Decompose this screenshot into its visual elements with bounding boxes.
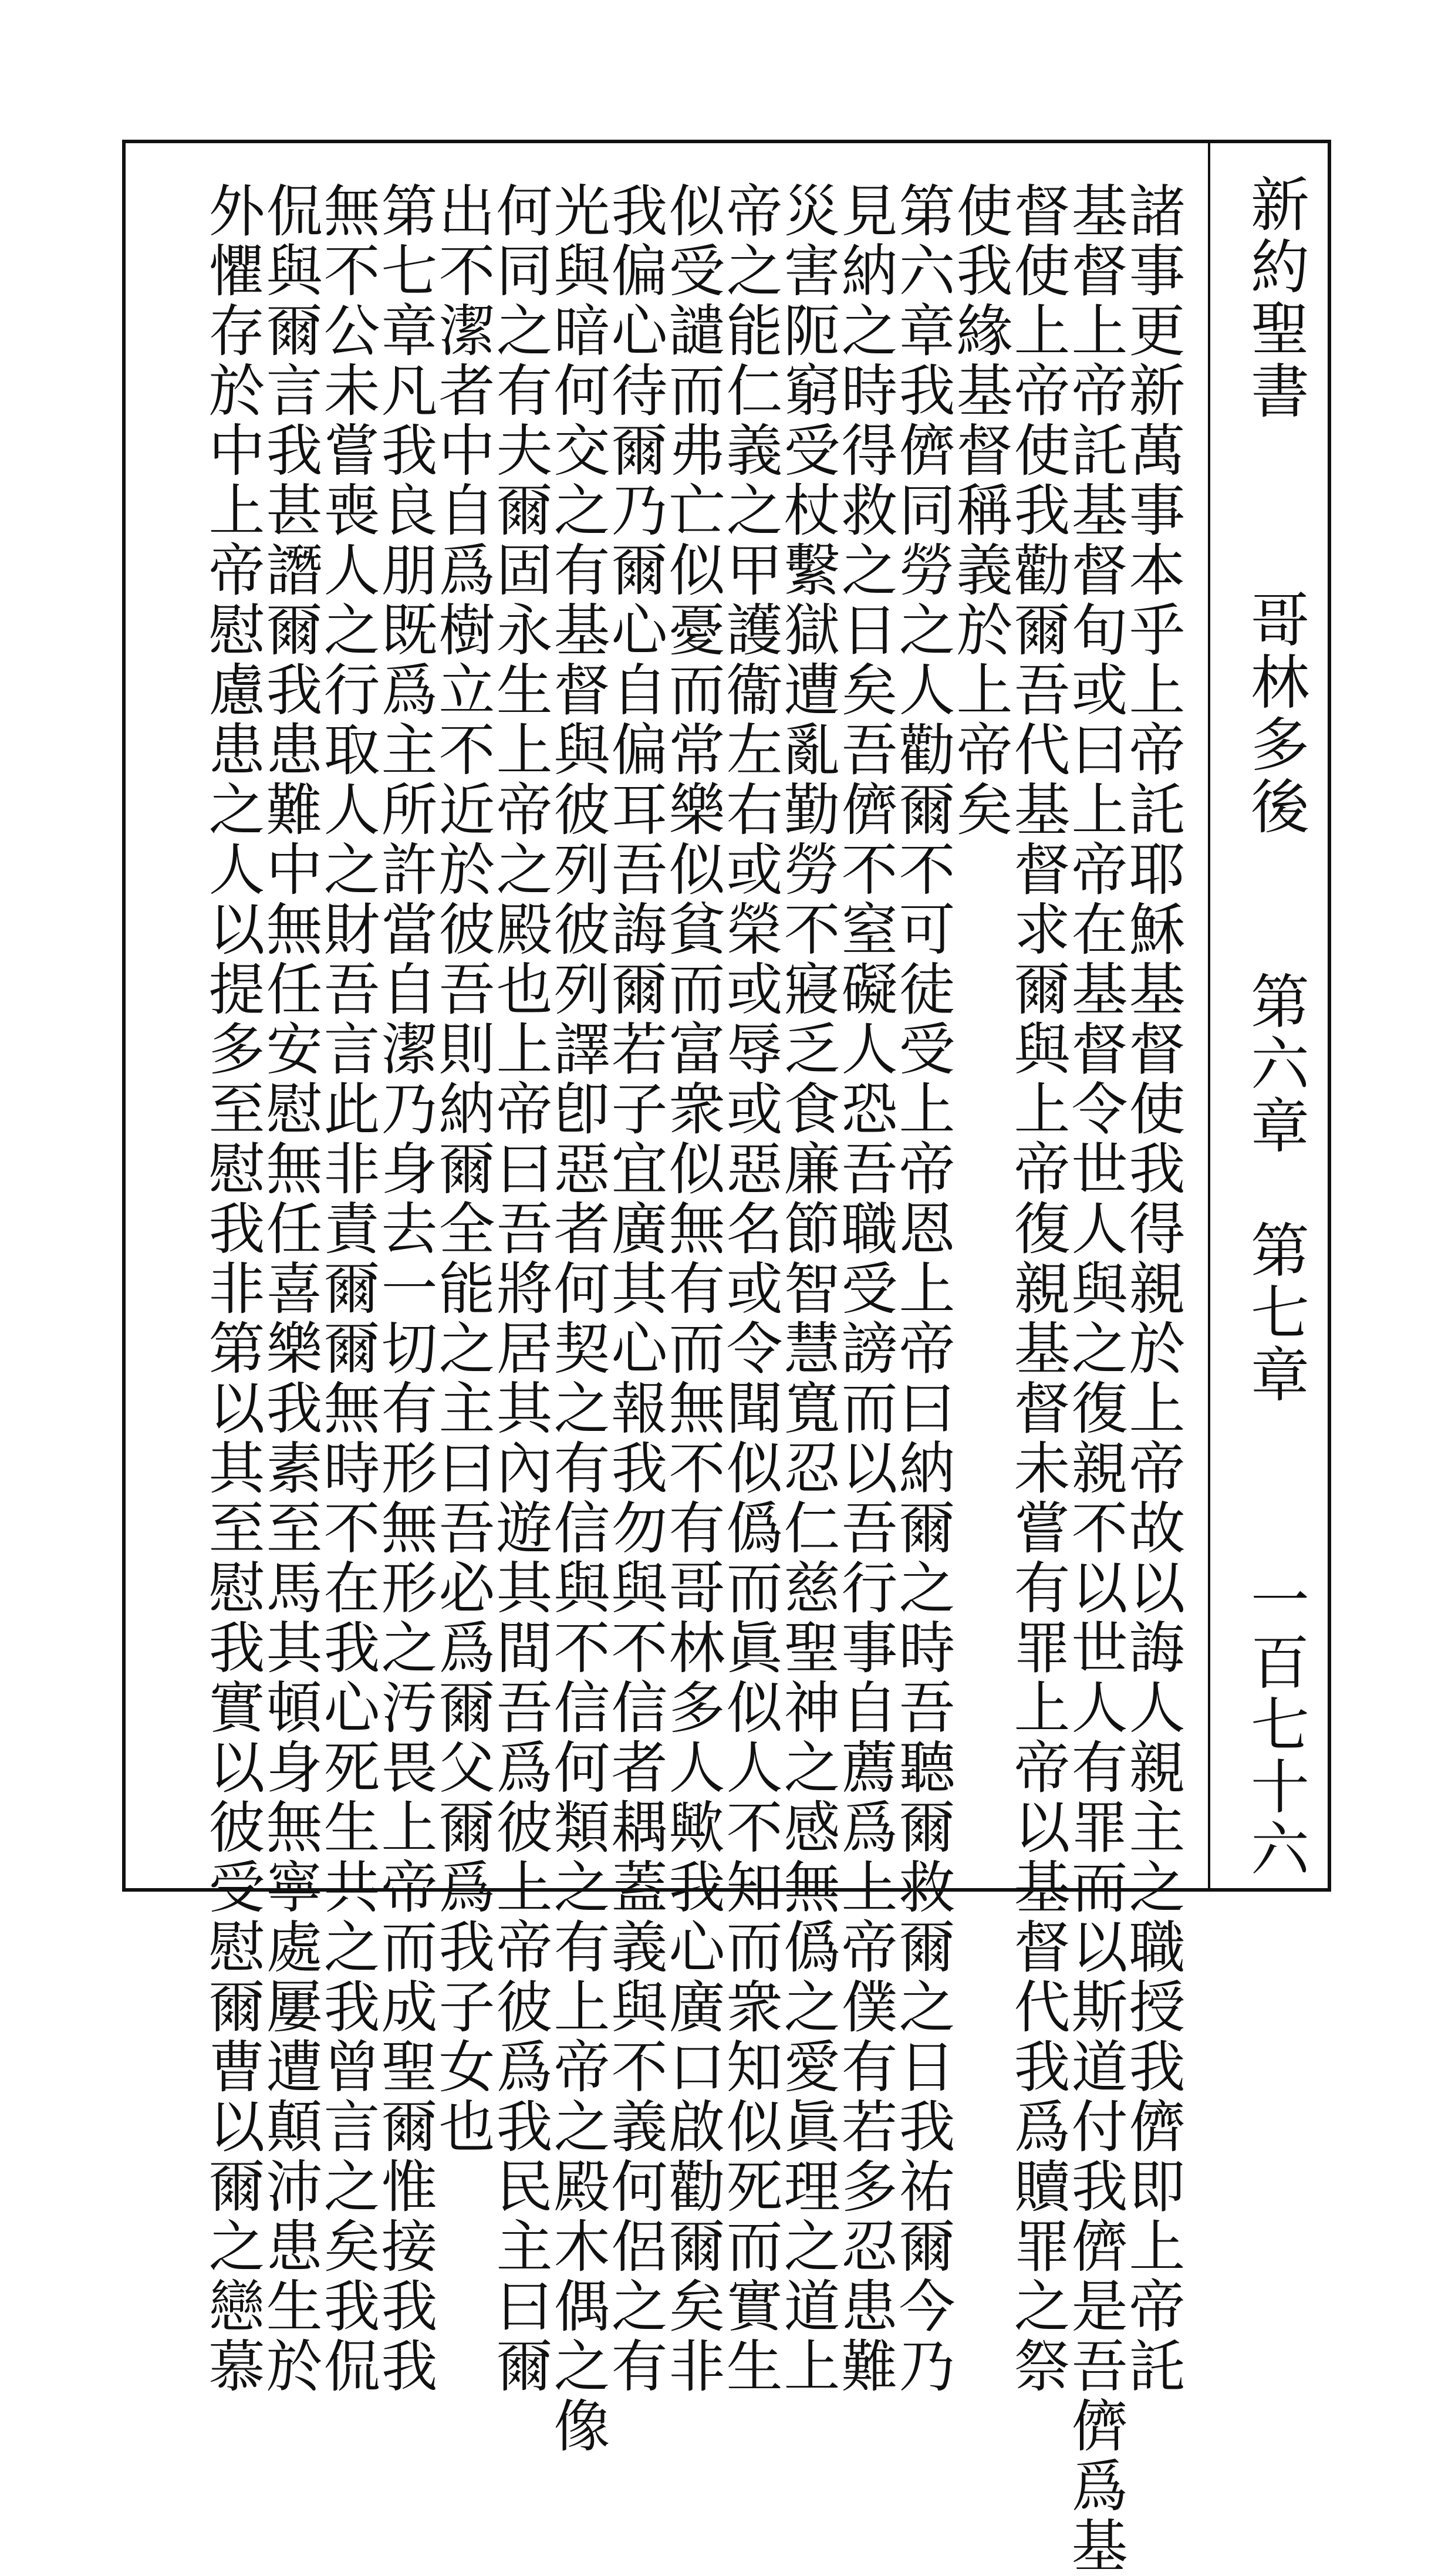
text-column: 似受譴而弗亡似憂而常樂似貧而富衆似無有而無不有哥林多人歟我心廣口啟勸爾矣非 bbox=[660, 181, 725, 2396]
text-column: 光與暗何交之有基督與彼列彼列譯卽惡者何契之有信與不信何類之有上帝之殿木偶之像 bbox=[545, 181, 610, 2456]
text-column: 諸事更新萬事本乎上帝託耶穌基督使我得親於上帝故以誨人親主之職授我儕即上帝託 bbox=[1120, 181, 1186, 2396]
text-column: 我偏心待爾乃爾心自偏耳吾誨爾若子宜廣其心報我勿與不信者耦蓋義與不義何侶之有 bbox=[602, 181, 668, 2396]
page-number: 一百七十六 bbox=[1241, 1569, 1309, 1880]
header-divider bbox=[1208, 143, 1210, 1888]
page-frame bbox=[122, 140, 1331, 2576]
scripture-text bbox=[200, 181, 1186, 2576]
text-column: 使我緣基督稱義於上帝矣 bbox=[947, 181, 1013, 840]
text-column: 第六章我儕同勞之人勸爾不可徒受上帝恩上帝曰納爾之時吾聽爾救爾之日我祐爾今乃 bbox=[890, 181, 956, 2396]
text-column: 外懼存於中上帝慰慮患之人以提多至慰我非第以其至慰我實以彼受慰爾曹以爾之戀慕 bbox=[200, 181, 265, 2396]
text-column: 出不潔者中自爲樹立不近於彼吾則納爾全能之主曰吾必爲爾父爾爲我子女也 bbox=[430, 181, 495, 2157]
epistle-name: 哥林多後 bbox=[1241, 589, 1309, 838]
text-column: 督使上帝使我勸爾吾代基督求爾與上帝復親基督未嘗有罪上帝以基督代我爲贖罪之祭 bbox=[1005, 181, 1071, 2396]
text-column: 見納之時得救之日矣吾儕不窒礙人恐吾職受謗而以吾行事自薦爲上帝僕有若多忍患難 bbox=[832, 181, 898, 2396]
text-column: 基督上帝託基督旬或曰上帝在基督令世人與之復親不以世人有罪而以斯道付我儕是吾儕爲基 bbox=[1062, 181, 1128, 2576]
text-column: 侃與爾言我甚譖爾我患難中無任安慰無任喜樂我素至馬其頓身無寧處屢遭顛沛患生於 bbox=[257, 181, 323, 2396]
text-column: 無不公未嘗喪人之行取人之財吾言此非責爾爾無時不在我心死生共之我曾言之矣我侃 bbox=[315, 181, 380, 2396]
book-title: 新約聖書 bbox=[1241, 174, 1309, 423]
text-column: 帝之能仁義之甲護衞左右或榮或辱或惡名或令聞似僞而眞似人不知而衆知似死而實生 bbox=[717, 181, 783, 2396]
text-column: 何同之有夫爾固永生上帝之殿也上帝曰吾將居其內遊其間吾爲彼上帝彼爲我民主曰爾 bbox=[487, 181, 553, 2396]
chapter-heading: 第六章 第七章 bbox=[1241, 971, 1309, 1406]
text-column: 災害阨窮受杖繫獄遭亂勤勞不寢乏食廉節智慧寬忍仁慈聖神之感無僞之愛眞理之道上 bbox=[775, 181, 840, 2396]
text-column: 第七章凡我良朋既爲主所許當自潔乃身去一切有形無形之汚畏上帝而成聖爾惟接我我 bbox=[372, 181, 438, 2396]
